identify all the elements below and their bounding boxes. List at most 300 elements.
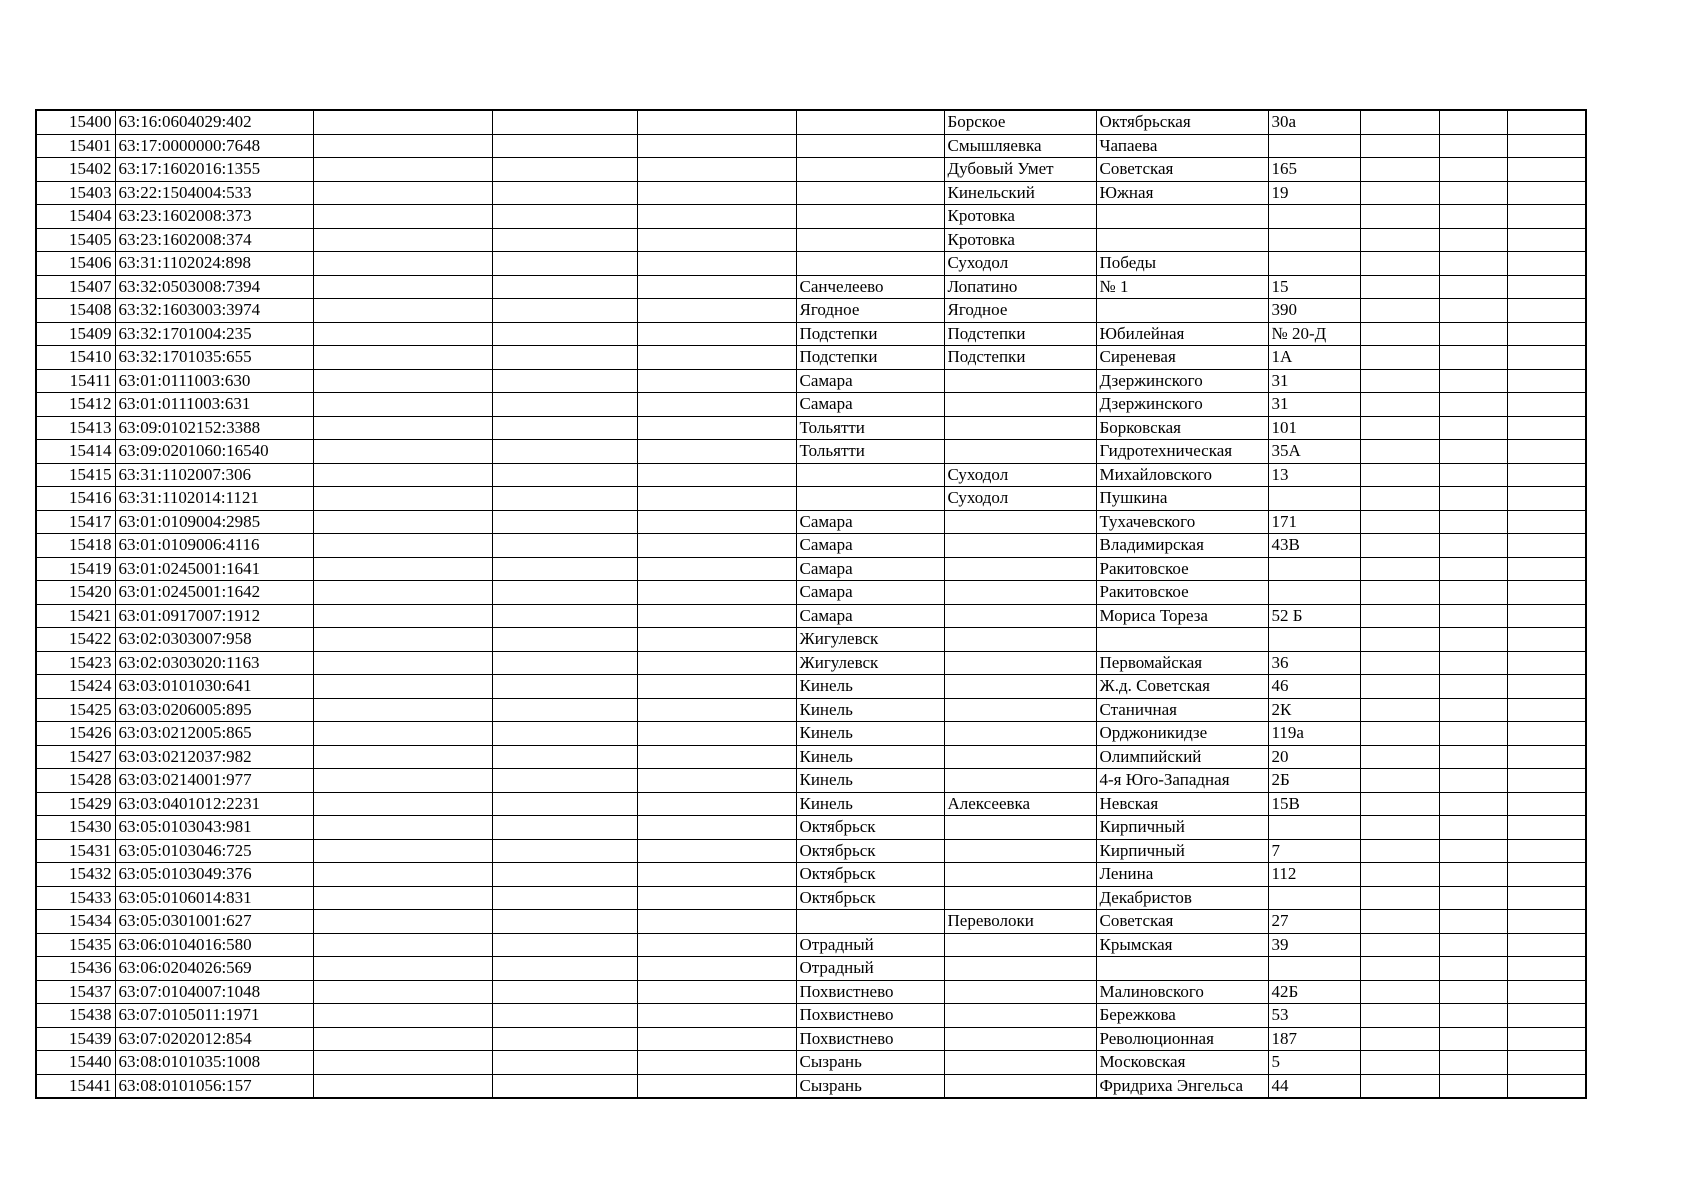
street-cell: Гидротехническая bbox=[1096, 440, 1268, 464]
blank-col-5-cell bbox=[637, 557, 796, 581]
blank-col-3-cell bbox=[313, 698, 492, 722]
blank-col-3-cell bbox=[313, 181, 492, 205]
house-number-cell: 171 bbox=[1268, 510, 1360, 534]
blank-col-11-cell bbox=[1439, 181, 1507, 205]
blank-col-12-cell bbox=[1507, 557, 1586, 581]
table-row bbox=[36, 299, 1586, 323]
blank-col-11-cell bbox=[1439, 698, 1507, 722]
blank-col-4-cell bbox=[492, 110, 637, 134]
blank-col-12-cell bbox=[1507, 933, 1586, 957]
blank-col-10-cell bbox=[1360, 933, 1439, 957]
blank-col-12-cell bbox=[1507, 322, 1586, 346]
blank-col-3-cell bbox=[313, 205, 492, 229]
blank-col-4-cell bbox=[492, 134, 637, 158]
street-cell bbox=[1096, 957, 1268, 981]
blank-col-10-cell bbox=[1360, 369, 1439, 393]
blank-col-10-cell bbox=[1360, 416, 1439, 440]
table-row bbox=[36, 1074, 1586, 1098]
blank-col-4-cell bbox=[492, 252, 637, 276]
blank-col-3-cell bbox=[313, 957, 492, 981]
blank-col-5-cell bbox=[637, 628, 796, 652]
row-number-cell: 15401 bbox=[36, 134, 115, 158]
blank-col-3-cell bbox=[313, 252, 492, 276]
blank-col-12-cell bbox=[1507, 698, 1586, 722]
cadastral-number-cell: 63:03:0214001:977 bbox=[115, 769, 313, 793]
blank-col-11-cell bbox=[1439, 863, 1507, 887]
house-number-cell: 165 bbox=[1268, 158, 1360, 182]
row-number-cell: 15404 bbox=[36, 205, 115, 229]
blank-col-12-cell bbox=[1507, 651, 1586, 675]
blank-col-12-cell bbox=[1507, 205, 1586, 229]
settlement-cell bbox=[944, 745, 1096, 769]
blank-col-5-cell bbox=[637, 1027, 796, 1051]
blank-col-12-cell bbox=[1507, 957, 1586, 981]
blank-col-12-cell bbox=[1507, 416, 1586, 440]
table-row bbox=[36, 228, 1586, 252]
city-cell: Самара bbox=[796, 369, 944, 393]
blank-col-5-cell bbox=[637, 745, 796, 769]
row-number-cell: 15426 bbox=[36, 722, 115, 746]
blank-col-4-cell bbox=[492, 980, 637, 1004]
blank-col-11-cell bbox=[1439, 158, 1507, 182]
blank-col-5-cell bbox=[637, 863, 796, 887]
blank-col-12-cell bbox=[1507, 534, 1586, 558]
blank-col-10-cell bbox=[1360, 463, 1439, 487]
house-number-cell: 15В bbox=[1268, 792, 1360, 816]
blank-col-11-cell bbox=[1439, 557, 1507, 581]
blank-col-12-cell bbox=[1507, 745, 1586, 769]
blank-col-3-cell bbox=[313, 1027, 492, 1051]
blank-col-10-cell bbox=[1360, 1074, 1439, 1098]
blank-col-5-cell bbox=[637, 792, 796, 816]
table-row bbox=[36, 1051, 1586, 1075]
settlement-cell bbox=[944, 581, 1096, 605]
blank-col-3-cell bbox=[313, 534, 492, 558]
street-cell: Октябрьская bbox=[1096, 110, 1268, 134]
blank-col-11-cell bbox=[1439, 581, 1507, 605]
blank-col-4-cell bbox=[492, 745, 637, 769]
city-cell: Отрадный bbox=[796, 933, 944, 957]
blank-col-4-cell bbox=[492, 651, 637, 675]
blank-col-3-cell bbox=[313, 722, 492, 746]
blank-col-3-cell bbox=[313, 1004, 492, 1028]
blank-col-12-cell bbox=[1507, 816, 1586, 840]
house-number-cell bbox=[1268, 205, 1360, 229]
settlement-cell: Борское bbox=[944, 110, 1096, 134]
settlement-cell: Кротовка bbox=[944, 228, 1096, 252]
street-cell: Станичная bbox=[1096, 698, 1268, 722]
blank-col-3-cell bbox=[313, 816, 492, 840]
settlement-cell: Переволоки bbox=[944, 910, 1096, 934]
street-cell: Борковская bbox=[1096, 416, 1268, 440]
city-cell bbox=[796, 463, 944, 487]
city-cell: Жигулевск bbox=[796, 651, 944, 675]
house-number-cell: 35А bbox=[1268, 440, 1360, 464]
blank-col-12-cell bbox=[1507, 769, 1586, 793]
table-row bbox=[36, 792, 1586, 816]
row-number-cell: 15438 bbox=[36, 1004, 115, 1028]
city-cell bbox=[796, 910, 944, 934]
blank-col-5-cell bbox=[637, 322, 796, 346]
blank-col-10-cell bbox=[1360, 440, 1439, 464]
cadastral-number-cell: 63:17:0000000:7648 bbox=[115, 134, 313, 158]
settlement-cell bbox=[944, 722, 1096, 746]
cadastral-number-cell: 63:01:0111003:631 bbox=[115, 393, 313, 417]
blank-col-11-cell bbox=[1439, 440, 1507, 464]
blank-col-4-cell bbox=[492, 205, 637, 229]
blank-col-5-cell bbox=[637, 604, 796, 628]
blank-col-4-cell bbox=[492, 1004, 637, 1028]
house-number-cell bbox=[1268, 886, 1360, 910]
blank-col-3-cell bbox=[313, 369, 492, 393]
city-cell: Кинель bbox=[796, 792, 944, 816]
blank-col-11-cell bbox=[1439, 534, 1507, 558]
table-row bbox=[36, 886, 1586, 910]
blank-col-5-cell bbox=[637, 1004, 796, 1028]
blank-col-11-cell bbox=[1439, 1004, 1507, 1028]
settlement-cell bbox=[944, 628, 1096, 652]
settlement-cell: Алексеевка bbox=[944, 792, 1096, 816]
blank-col-10-cell bbox=[1360, 957, 1439, 981]
house-number-cell bbox=[1268, 957, 1360, 981]
settlement-cell: Суходол bbox=[944, 487, 1096, 511]
house-number-cell: 1А bbox=[1268, 346, 1360, 370]
row-number-cell: 15420 bbox=[36, 581, 115, 605]
settlement-cell bbox=[944, 863, 1096, 887]
blank-col-3-cell bbox=[313, 158, 492, 182]
cadastral-number-cell: 63:32:1603003:3974 bbox=[115, 299, 313, 323]
street-cell: Кирпичный bbox=[1096, 839, 1268, 863]
blank-col-4-cell bbox=[492, 628, 637, 652]
table-row bbox=[36, 910, 1586, 934]
blank-col-12-cell bbox=[1507, 1074, 1586, 1098]
blank-col-12-cell bbox=[1507, 346, 1586, 370]
cadastral-number-cell: 63:31:1102007:306 bbox=[115, 463, 313, 487]
row-number-cell: 15405 bbox=[36, 228, 115, 252]
cadastral-number-cell: 63:03:0212005:865 bbox=[115, 722, 313, 746]
city-cell: Тольятти bbox=[796, 440, 944, 464]
blank-col-10-cell bbox=[1360, 322, 1439, 346]
row-number-cell: 15406 bbox=[36, 252, 115, 276]
row-number-cell: 15440 bbox=[36, 1051, 115, 1075]
blank-col-12-cell bbox=[1507, 181, 1586, 205]
blank-col-3-cell bbox=[313, 1074, 492, 1098]
blank-col-4-cell bbox=[492, 299, 637, 323]
blank-col-12-cell bbox=[1507, 886, 1586, 910]
city-cell: Похвистнево bbox=[796, 1027, 944, 1051]
street-cell: Чапаева bbox=[1096, 134, 1268, 158]
blank-col-12-cell bbox=[1507, 487, 1586, 511]
blank-col-3-cell bbox=[313, 487, 492, 511]
blank-col-10-cell bbox=[1360, 792, 1439, 816]
house-number-cell: 42Б bbox=[1268, 980, 1360, 1004]
house-number-cell: 7 bbox=[1268, 839, 1360, 863]
blank-col-12-cell bbox=[1507, 1004, 1586, 1028]
table-row bbox=[36, 440, 1586, 464]
street-cell: Орджоникидзе bbox=[1096, 722, 1268, 746]
table-row bbox=[36, 980, 1586, 1004]
blank-col-10-cell bbox=[1360, 205, 1439, 229]
blank-col-11-cell bbox=[1439, 134, 1507, 158]
blank-col-3-cell bbox=[313, 346, 492, 370]
blank-col-10-cell bbox=[1360, 181, 1439, 205]
table-row bbox=[36, 322, 1586, 346]
city-cell: Кинель bbox=[796, 745, 944, 769]
city-cell bbox=[796, 158, 944, 182]
blank-col-12-cell bbox=[1507, 628, 1586, 652]
blank-col-12-cell bbox=[1507, 604, 1586, 628]
blank-col-4-cell bbox=[492, 698, 637, 722]
table-row bbox=[36, 346, 1586, 370]
cadastral-number-cell: 63:06:0104016:580 bbox=[115, 933, 313, 957]
blank-col-11-cell bbox=[1439, 675, 1507, 699]
blank-col-5-cell bbox=[637, 369, 796, 393]
table-row bbox=[36, 252, 1586, 276]
blank-col-12-cell bbox=[1507, 252, 1586, 276]
city-cell: Сызрань bbox=[796, 1074, 944, 1098]
blank-col-11-cell bbox=[1439, 628, 1507, 652]
blank-col-11-cell bbox=[1439, 1027, 1507, 1051]
blank-col-5-cell bbox=[637, 158, 796, 182]
blank-col-12-cell bbox=[1507, 510, 1586, 534]
blank-col-5-cell bbox=[637, 839, 796, 863]
house-number-cell: 52 Б bbox=[1268, 604, 1360, 628]
table-row bbox=[36, 275, 1586, 299]
cadastral-number-cell: 63:02:0303007:958 bbox=[115, 628, 313, 652]
blank-col-4-cell bbox=[492, 675, 637, 699]
blank-col-5-cell bbox=[637, 957, 796, 981]
city-cell: Похвистнево bbox=[796, 980, 944, 1004]
city-cell: Октябрьск bbox=[796, 839, 944, 863]
blank-col-4-cell bbox=[492, 886, 637, 910]
blank-col-4-cell bbox=[492, 534, 637, 558]
blank-col-11-cell bbox=[1439, 886, 1507, 910]
city-cell bbox=[796, 487, 944, 511]
blank-col-12-cell bbox=[1507, 134, 1586, 158]
house-number-cell: 20 bbox=[1268, 745, 1360, 769]
blank-col-3-cell bbox=[313, 510, 492, 534]
blank-col-10-cell bbox=[1360, 980, 1439, 1004]
street-cell: Ракитовское bbox=[1096, 557, 1268, 581]
row-number-cell: 15432 bbox=[36, 863, 115, 887]
blank-col-11-cell bbox=[1439, 110, 1507, 134]
blank-col-12-cell bbox=[1507, 722, 1586, 746]
blank-col-12-cell bbox=[1507, 463, 1586, 487]
cadastral-number-cell: 63:03:0206005:895 bbox=[115, 698, 313, 722]
table-row bbox=[36, 933, 1586, 957]
settlement-cell bbox=[944, 1004, 1096, 1028]
city-cell bbox=[796, 181, 944, 205]
row-number-cell: 15402 bbox=[36, 158, 115, 182]
blank-col-4-cell bbox=[492, 158, 637, 182]
blank-col-10-cell bbox=[1360, 134, 1439, 158]
blank-col-11-cell bbox=[1439, 346, 1507, 370]
blank-col-10-cell bbox=[1360, 722, 1439, 746]
row-number-cell: 15431 bbox=[36, 839, 115, 863]
settlement-cell: Смышляевка bbox=[944, 134, 1096, 158]
settlement-cell: Суходол bbox=[944, 463, 1096, 487]
street-cell: Малиновского bbox=[1096, 980, 1268, 1004]
blank-col-12-cell bbox=[1507, 275, 1586, 299]
blank-col-12-cell bbox=[1507, 910, 1586, 934]
row-number-cell: 15428 bbox=[36, 769, 115, 793]
table-row bbox=[36, 487, 1586, 511]
cadastral-number-cell: 63:02:0303020:1163 bbox=[115, 651, 313, 675]
blank-col-10-cell bbox=[1360, 299, 1439, 323]
city-cell: Самара bbox=[796, 534, 944, 558]
settlement-cell bbox=[944, 839, 1096, 863]
cadastral-number-cell: 63:17:1602016:1355 bbox=[115, 158, 313, 182]
blank-col-12-cell bbox=[1507, 980, 1586, 1004]
cadastral-number-cell: 63:22:1504004:533 bbox=[115, 181, 313, 205]
street-cell: Революционная bbox=[1096, 1027, 1268, 1051]
blank-col-3-cell bbox=[313, 628, 492, 652]
blank-col-10-cell bbox=[1360, 228, 1439, 252]
blank-col-11-cell bbox=[1439, 604, 1507, 628]
street-cell: Крымская bbox=[1096, 933, 1268, 957]
table-row bbox=[36, 110, 1586, 134]
settlement-cell bbox=[944, 440, 1096, 464]
blank-col-11-cell bbox=[1439, 416, 1507, 440]
street-cell: 4-я Юго-Западная bbox=[1096, 769, 1268, 793]
blank-col-12-cell bbox=[1507, 675, 1586, 699]
blank-col-10-cell bbox=[1360, 110, 1439, 134]
table-row bbox=[36, 134, 1586, 158]
blank-col-5-cell bbox=[637, 1074, 796, 1098]
cadastral-number-cell: 63:03:0401012:2231 bbox=[115, 792, 313, 816]
row-number-cell: 15434 bbox=[36, 910, 115, 934]
cadastral-number-cell: 63:32:0503008:7394 bbox=[115, 275, 313, 299]
blank-col-5-cell bbox=[637, 910, 796, 934]
street-cell: Декабристов bbox=[1096, 886, 1268, 910]
house-number-cell: 119а bbox=[1268, 722, 1360, 746]
table-row bbox=[36, 1027, 1586, 1051]
row-number-cell: 15441 bbox=[36, 1074, 115, 1098]
blank-col-4-cell bbox=[492, 1051, 637, 1075]
blank-col-10-cell bbox=[1360, 1004, 1439, 1028]
house-number-cell: 390 bbox=[1268, 299, 1360, 323]
house-number-cell: 19 bbox=[1268, 181, 1360, 205]
house-number-cell: 13 bbox=[1268, 463, 1360, 487]
street-cell: Ж.д. Советская bbox=[1096, 675, 1268, 699]
blank-col-4-cell bbox=[492, 604, 637, 628]
row-number-cell: 15423 bbox=[36, 651, 115, 675]
blank-col-5-cell bbox=[637, 110, 796, 134]
cadastral-number-cell: 63:09:0201060:16540 bbox=[115, 440, 313, 464]
settlement-cell bbox=[944, 534, 1096, 558]
city-cell: Кинель bbox=[796, 722, 944, 746]
blank-col-4-cell bbox=[492, 275, 637, 299]
blank-col-12-cell bbox=[1507, 1051, 1586, 1075]
blank-col-11-cell bbox=[1439, 816, 1507, 840]
blank-col-5-cell bbox=[637, 722, 796, 746]
blank-col-11-cell bbox=[1439, 299, 1507, 323]
table-row bbox=[36, 463, 1586, 487]
table-row bbox=[36, 510, 1586, 534]
blank-col-4-cell bbox=[492, 416, 637, 440]
blank-col-10-cell bbox=[1360, 534, 1439, 558]
blank-col-4-cell bbox=[492, 181, 637, 205]
table-row bbox=[36, 651, 1586, 675]
settlement-cell bbox=[944, 416, 1096, 440]
cadastral-number-cell: 63:05:0103046:725 bbox=[115, 839, 313, 863]
blank-col-11-cell bbox=[1439, 463, 1507, 487]
cadastral-number-cell: 63:16:0604029:402 bbox=[115, 110, 313, 134]
blank-col-3-cell bbox=[313, 440, 492, 464]
city-cell: Самара bbox=[796, 393, 944, 417]
cadastral-number-cell: 63:31:1102014:1121 bbox=[115, 487, 313, 511]
row-number-cell: 15427 bbox=[36, 745, 115, 769]
table-row bbox=[36, 205, 1586, 229]
blank-col-5-cell bbox=[637, 980, 796, 1004]
city-cell: Кинель bbox=[796, 698, 944, 722]
blank-col-11-cell bbox=[1439, 980, 1507, 1004]
city-cell: Октябрьск bbox=[796, 816, 944, 840]
blank-col-11-cell bbox=[1439, 651, 1507, 675]
blank-col-12-cell bbox=[1507, 110, 1586, 134]
settlement-cell bbox=[944, 698, 1096, 722]
blank-col-10-cell bbox=[1360, 651, 1439, 675]
blank-col-3-cell bbox=[313, 463, 492, 487]
row-number-cell: 15418 bbox=[36, 534, 115, 558]
street-cell: Сиреневая bbox=[1096, 346, 1268, 370]
street-cell bbox=[1096, 228, 1268, 252]
blank-col-10-cell bbox=[1360, 1027, 1439, 1051]
row-number-cell: 15400 bbox=[36, 110, 115, 134]
blank-col-5-cell bbox=[637, 698, 796, 722]
street-cell: Советская bbox=[1096, 158, 1268, 182]
city-cell: Подстепки bbox=[796, 346, 944, 370]
settlement-cell bbox=[944, 816, 1096, 840]
blank-col-3-cell bbox=[313, 792, 492, 816]
cadastral-number-cell: 63:09:0102152:3388 bbox=[115, 416, 313, 440]
blank-col-4-cell bbox=[492, 816, 637, 840]
row-number-cell: 15424 bbox=[36, 675, 115, 699]
blank-col-10-cell bbox=[1360, 393, 1439, 417]
street-cell: Мориса Тореза bbox=[1096, 604, 1268, 628]
city-cell: Самара bbox=[796, 604, 944, 628]
settlement-cell: Кротовка bbox=[944, 205, 1096, 229]
blank-col-10-cell bbox=[1360, 346, 1439, 370]
row-number-cell: 15421 bbox=[36, 604, 115, 628]
blank-col-11-cell bbox=[1439, 205, 1507, 229]
city-cell: Санчелеево bbox=[796, 275, 944, 299]
row-number-cell: 15435 bbox=[36, 933, 115, 957]
house-number-cell bbox=[1268, 134, 1360, 158]
blank-col-5-cell bbox=[637, 205, 796, 229]
house-number-cell: 27 bbox=[1268, 910, 1360, 934]
row-number-cell: 15430 bbox=[36, 816, 115, 840]
cadastral-number-cell: 63:31:1102024:898 bbox=[115, 252, 313, 276]
blank-col-5-cell bbox=[637, 933, 796, 957]
blank-col-12-cell bbox=[1507, 792, 1586, 816]
blank-col-10-cell bbox=[1360, 839, 1439, 863]
blank-col-5-cell bbox=[637, 816, 796, 840]
street-cell bbox=[1096, 628, 1268, 652]
settlement-cell bbox=[944, 980, 1096, 1004]
blank-col-3-cell bbox=[313, 581, 492, 605]
street-cell: Тухачевского bbox=[1096, 510, 1268, 534]
blank-col-4-cell bbox=[492, 463, 637, 487]
cadastral-number-cell: 63:03:0101030:641 bbox=[115, 675, 313, 699]
house-number-cell: 101 bbox=[1268, 416, 1360, 440]
blank-col-4-cell bbox=[492, 393, 637, 417]
blank-col-11-cell bbox=[1439, 839, 1507, 863]
blank-col-10-cell bbox=[1360, 628, 1439, 652]
cadastral-number-cell: 63:08:0101056:157 bbox=[115, 1074, 313, 1098]
blank-col-10-cell bbox=[1360, 275, 1439, 299]
cadastral-number-cell: 63:08:0101035:1008 bbox=[115, 1051, 313, 1075]
